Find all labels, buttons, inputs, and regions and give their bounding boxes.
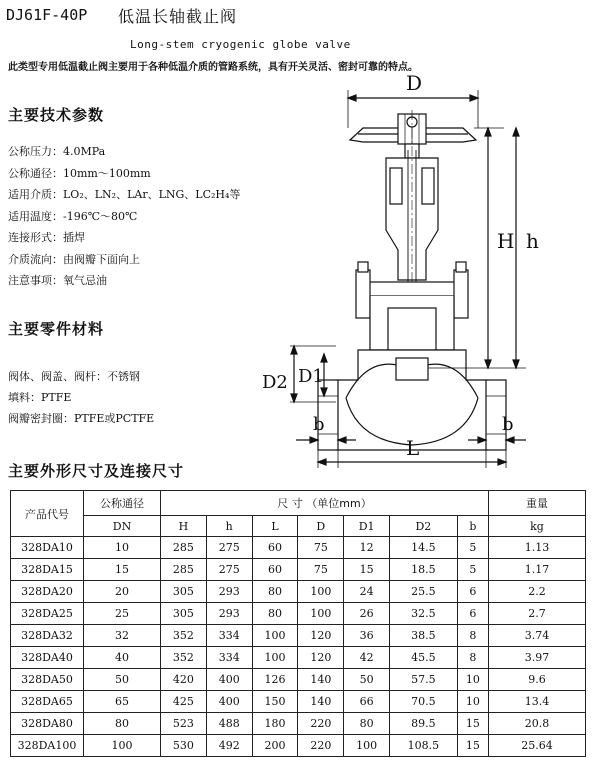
cell-b: 8: [457, 647, 488, 669]
cell-weight: 2.2: [489, 581, 586, 603]
cell-D: 220: [298, 735, 344, 757]
col-D: D: [298, 516, 344, 537]
cell-D1: 100: [344, 735, 390, 757]
cell-D: 220: [298, 713, 344, 735]
cell-dn: 50: [84, 669, 161, 691]
part-value: PTFE或PCTFE: [74, 412, 155, 425]
cell-D2: 18.5: [390, 559, 458, 581]
param-label: 注意事项：: [8, 274, 63, 287]
cell-weight: 3.97: [489, 647, 586, 669]
cell-h: 275: [206, 537, 252, 559]
cell-D1: 26: [344, 603, 390, 625]
title-chinese: 低温长轴截止阀: [118, 7, 238, 26]
param-line: [8, 143, 105, 159]
cell-b: 15: [457, 713, 488, 735]
cell-D: 140: [298, 669, 344, 691]
part-label: 阀体、阀盖、阀杆：: [8, 370, 107, 383]
cell-D2: 38.5: [390, 625, 458, 647]
param-value: 4.0MPa: [63, 145, 106, 158]
cell-h: 488: [206, 713, 252, 735]
section-heading-params: 主要技术参数: [8, 106, 105, 124]
col-D2: D2: [390, 516, 458, 537]
cell-h: 400: [206, 691, 252, 713]
cell-code: 328DA15: [11, 559, 84, 581]
param-label: 连接形式：: [8, 231, 63, 244]
cell-h: 334: [206, 625, 252, 647]
param-label: 公称压力：: [8, 145, 63, 158]
table-row: [11, 559, 586, 581]
table-row: [11, 603, 586, 625]
cell-D: 120: [298, 647, 344, 669]
cell-h: 293: [206, 603, 252, 625]
cell-dn: 65: [84, 691, 161, 713]
cell-D1: 36: [344, 625, 390, 647]
cell-H: 305: [161, 581, 207, 603]
cell-code: 328DA25: [11, 603, 84, 625]
col-dn: DN: [84, 516, 161, 537]
cell-L: 150: [252, 691, 298, 713]
table-row: [11, 537, 586, 559]
cell-code: 328DA65: [11, 691, 84, 713]
cell-D2: 108.5: [390, 735, 458, 757]
intro-text: 此类型专用低温截止阀主要用于各种低温介质的管路系统，具有开关灵活、密封可靠的特点。: [8, 62, 418, 73]
cell-D2: 25.5: [390, 581, 458, 603]
cell-dn: 32: [84, 625, 161, 647]
cell-D2: 14.5: [390, 537, 458, 559]
label-D: D: [406, 71, 423, 95]
section-heading-dims: 主要外形尺寸及连接尺寸: [8, 462, 185, 480]
table-row: [11, 669, 586, 691]
table-row: [11, 647, 586, 669]
cell-weight: 3.74: [489, 625, 586, 647]
part-value: PTFE: [41, 391, 72, 404]
cell-D1: 15: [344, 559, 390, 581]
label-b-left: b: [313, 414, 325, 435]
cell-dn: 20: [84, 581, 161, 603]
label-L: L: [406, 436, 420, 460]
param-label: 介质流向：: [8, 252, 63, 266]
table-row: [11, 625, 586, 647]
param-line: [8, 208, 137, 224]
table-row: [11, 713, 586, 735]
cell-L: 100: [252, 647, 298, 669]
cell-L: 80: [252, 603, 298, 625]
cell-code: 328DA50: [11, 669, 84, 691]
col-dn-cn: 公称通径: [84, 491, 161, 516]
cell-dn: 10: [84, 537, 161, 559]
cell-weight: 25.64: [489, 735, 586, 757]
section-heading-parts: 主要零件材料: [8, 320, 105, 338]
cell-code: 328DA100: [11, 735, 84, 757]
cell-H: 305: [161, 603, 207, 625]
cell-D: 100: [298, 603, 344, 625]
cell-code: 328DA80: [11, 713, 84, 735]
param-value: 插焊: [63, 231, 85, 244]
cell-H: 352: [161, 625, 207, 647]
cell-weight: 9.6: [489, 669, 586, 691]
label-b-right: b: [502, 414, 514, 435]
cell-h: 275: [206, 559, 252, 581]
cell-L: 126: [252, 669, 298, 691]
part-line: [8, 410, 154, 426]
cell-b: 5: [457, 537, 488, 559]
cell-code: 328DA32: [11, 625, 84, 647]
col-weight-unit: kg: [489, 516, 586, 537]
cell-b: 5: [457, 559, 488, 581]
cell-D1: 42: [344, 647, 390, 669]
part-value: 不锈钢: [107, 370, 140, 383]
col-code: 产品代号: [11, 491, 84, 537]
cell-D2: 32.5: [390, 603, 458, 625]
cell-weight: 20.8: [489, 713, 586, 735]
cell-D: 75: [298, 537, 344, 559]
cell-D: 100: [298, 581, 344, 603]
label-D1: D1: [298, 366, 324, 387]
cell-L: 100: [252, 625, 298, 647]
cell-code: 328DA10: [11, 537, 84, 559]
cell-D: 120: [298, 625, 344, 647]
param-value: -196℃～80℃: [63, 209, 138, 223]
cell-h: 334: [206, 647, 252, 669]
cell-b: 10: [457, 669, 488, 691]
col-size-group: 尺 寸 （单位mm）: [161, 491, 489, 516]
param-value: 10mm～100mm: [63, 166, 151, 180]
cell-H: 425: [161, 691, 207, 713]
col-H: H: [161, 516, 207, 537]
param-line: [8, 165, 151, 181]
table-row: [11, 691, 586, 713]
cell-dn: 15: [84, 559, 161, 581]
cell-H: 285: [161, 559, 207, 581]
valve-drawing: [258, 50, 588, 470]
param-label: 适用温度：: [8, 209, 63, 223]
col-D1: D1: [344, 516, 390, 537]
cell-dn: 40: [84, 647, 161, 669]
cell-H: 530: [161, 735, 207, 757]
cell-D1: 12: [344, 537, 390, 559]
cell-weight: 2.7: [489, 603, 586, 625]
cell-D: 140: [298, 691, 344, 713]
cell-D: 75: [298, 559, 344, 581]
cell-D1: 50: [344, 669, 390, 691]
param-value: LO₂、LN₂、LAr、LNG、LC₂H₄等: [63, 188, 241, 201]
cell-D1: 24: [344, 581, 390, 603]
cell-h: 400: [206, 669, 252, 691]
cell-dn: 100: [84, 735, 161, 757]
param-line: [8, 251, 140, 267]
param-value: 由阀瓣下面向上: [63, 252, 140, 266]
cell-D1: 66: [344, 691, 390, 713]
cell-D2: 57.5: [390, 669, 458, 691]
cell-code: 328DA20: [11, 581, 84, 603]
cell-L: 200: [252, 735, 298, 757]
cell-L: 180: [252, 713, 298, 735]
cell-L: 80: [252, 581, 298, 603]
part-line: [8, 368, 140, 384]
param-line: [8, 229, 85, 245]
dimensions-table: [10, 490, 586, 757]
part-label: 填料：: [8, 391, 41, 404]
col-b: b: [457, 516, 488, 537]
cell-weight: 1.13: [489, 537, 586, 559]
param-label: 适用介质：: [8, 188, 63, 201]
cell-h: 492: [206, 735, 252, 757]
dimensions-table-body: [11, 537, 586, 757]
cell-dn: 80: [84, 713, 161, 735]
cell-b: 6: [457, 581, 488, 603]
col-L: L: [252, 516, 298, 537]
col-h: h: [206, 516, 252, 537]
cell-D2: 70.5: [390, 691, 458, 713]
cell-dn: 25: [84, 603, 161, 625]
cell-H: 523: [161, 713, 207, 735]
cell-b: 8: [457, 625, 488, 647]
cell-H: 352: [161, 647, 207, 669]
cell-D2: 45.5: [390, 647, 458, 669]
table-row: [11, 735, 586, 757]
param-line: [8, 186, 240, 202]
part-label: 阀瓣密封圈：: [8, 412, 74, 425]
cell-D2: 89.5: [390, 713, 458, 735]
param-value: 氧气忌油: [63, 274, 107, 287]
cell-b: 6: [457, 603, 488, 625]
label-h: h: [526, 229, 539, 253]
col-weight-cn: 重量: [489, 491, 586, 516]
cell-L: 60: [252, 537, 298, 559]
cell-b: 10: [457, 691, 488, 713]
table-row: [11, 581, 586, 603]
label-D2: D2: [262, 372, 288, 393]
cell-weight: 1.17: [489, 559, 586, 581]
cell-b: 15: [457, 735, 488, 757]
model-code: DJ61F-40P: [6, 6, 88, 24]
cell-H: 285: [161, 537, 207, 559]
label-H: H: [497, 229, 515, 253]
cell-h: 293: [206, 581, 252, 603]
cell-code: 328DA40: [11, 647, 84, 669]
cell-weight: 13.4: [489, 691, 586, 713]
param-label: 公称通径：: [8, 166, 63, 180]
title-english: Long-stem cryogenic globe valve: [130, 38, 351, 51]
cell-H: 420: [161, 669, 207, 691]
param-line: [8, 272, 107, 288]
cell-D1: 80: [344, 713, 390, 735]
part-line: [8, 389, 71, 405]
cell-L: 60: [252, 559, 298, 581]
